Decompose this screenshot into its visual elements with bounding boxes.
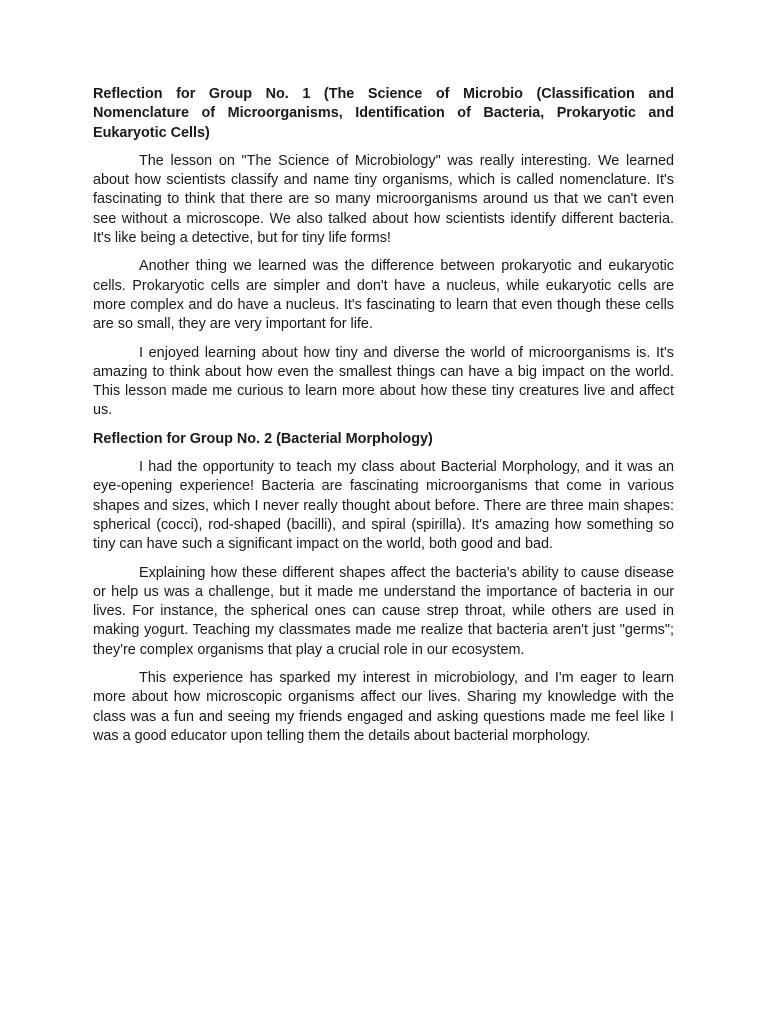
paragraph: The lesson on "The Science of Microbiology" was really interesting. We learned about how scientists classify and name tiny organisms, which is called nomenclature. It's fascinating to think that there are so many microorganisms around us that we can't even see without a microscope. We also talked about how scientists identify different bacteria. It's like being a detective, but for tiny life forms! bbox=[93, 152, 674, 247]
paragraph: This experience has sparked my interest in microbiology, and I'm eager to learn more about how microscopic organisms affect our lives. Sharing my knowledge with the class was a fun and seeing my friends engaged and asking questions made me feel like I was a good educator upon telling them the details about bacterial morphology. bbox=[93, 670, 674, 744]
paragraph: I enjoyed learning about how tiny and diverse the world of microorganisms is. It's amazing to think about how even the smallest things can have a big impact on the world. This lesson made me curious to learn more about how these tiny creatures live and affect us. bbox=[93, 344, 674, 419]
paragraph: I had the opportunity to teach my class about Bacterial Morphology, and it was an eye-opening experience! Bacteria are fascinating microorganisms that come in various shapes and sizes, which I never really thought about before. There are three main shapes: spherical (cocci), rod-shaped (bacilli), and spiral (spirilla). It's amazing how something so tiny can have such a significant impact on the world, both good and bad. bbox=[93, 459, 674, 553]
reflection-group-2 bbox=[93, 430, 674, 746]
section-heading-group-2: Reflection for Group No. 2 (Bacterial Morphology) bbox=[93, 430, 433, 447]
paragraph: Explaining how these different shapes affect the bacteria's ability to cause disease or help us was a challenge, but it made me understand the importance of bacteria in our lives. For instance, the spherical ones can cause strep throat, while others are used in making yogurt. Teaching my classmates made me realize that bacteria aren't just "germs"; they're complex organisms that play a crucial role in our ecosystem. bbox=[93, 564, 674, 658]
reflection-group-1 bbox=[93, 85, 674, 421]
section-heading-group-1: Reflection for Group No. 1 (The Science of Microbio (Classification and Nomenclature of Microorganisms, Identification of Bacteria, Prokaryotic and Eukaryotic Cells) bbox=[93, 86, 674, 141]
document-page bbox=[93, 85, 674, 755]
paragraph: Another thing we learned was the difference between prokaryotic and eukaryotic cells. Prokaryotic cells are simpler and don't have a nucleus, while eukaryotic cells are more complex and do have a nucleus. It's fascinating to learn that even though these cells are so small, they are very important for life. bbox=[93, 258, 674, 333]
